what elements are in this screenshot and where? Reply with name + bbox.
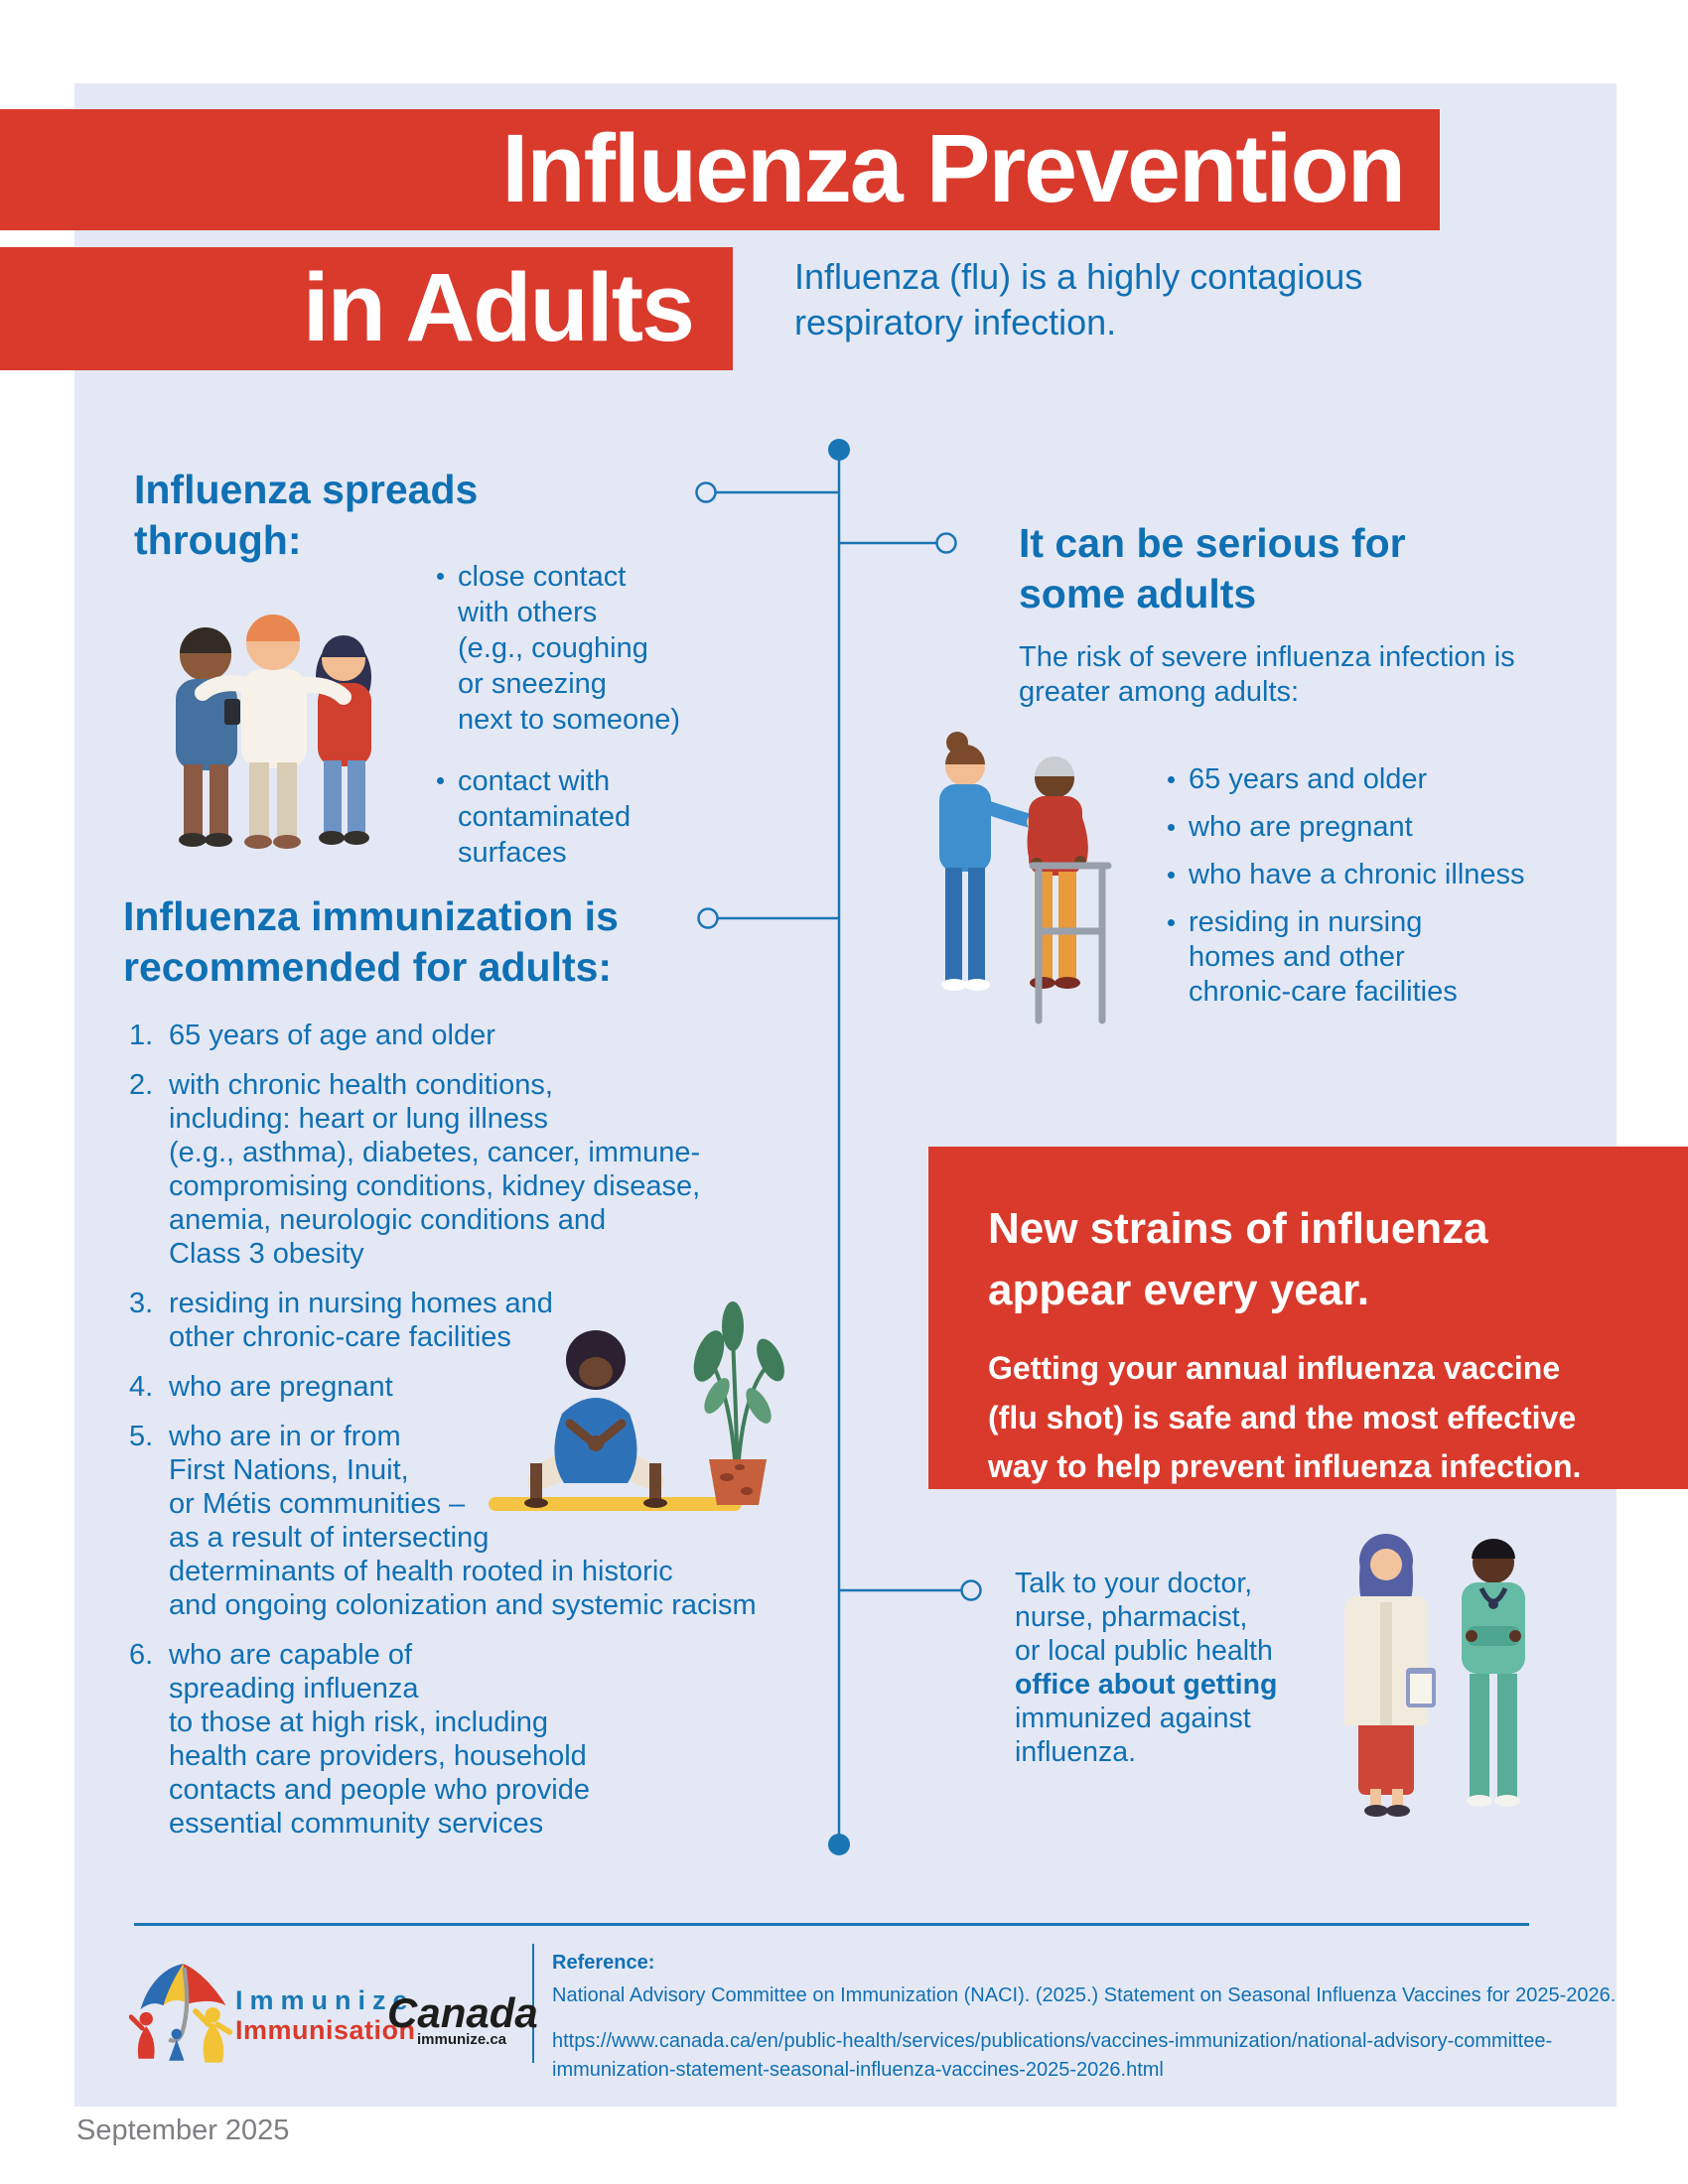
- connector-ring-spreads: [697, 483, 716, 502]
- reference-label: Reference:: [552, 1952, 655, 1974]
- page-subtitle: Influenza (flu) is a highly contagious respiratory infection.: [794, 256, 1363, 343]
- talk-to-doctor-text: [1015, 1567, 1352, 1769]
- reference-citation: National Advisory Committee on Immunization (NACI). (2025.) Statement on Seasonal Influenza Vaccines for 2025-2026.: [552, 1984, 1617, 2006]
- item-text: who are pregnant: [169, 1371, 393, 1403]
- bullet-item: [1168, 810, 1585, 845]
- item-number: 4.: [129, 1371, 154, 1403]
- logo-canada-text: Canada: [387, 1989, 538, 2036]
- bullet-dot-icon: [1168, 776, 1175, 783]
- bullet-text: who have a chronic illness: [1189, 859, 1525, 890]
- two-health-workers-illustration: [1323, 1519, 1566, 1832]
- bullet-dot-icon: [1168, 919, 1175, 926]
- callout-title: New strains of influenza appear every year.: [988, 1204, 1488, 1314]
- item-number: 2.: [129, 1069, 154, 1101]
- bullet-item: [437, 763, 765, 871]
- immunize-canada-logo-icon: [129, 1954, 238, 2068]
- spreads-bullet-list: [437, 559, 765, 896]
- numbered-item: [129, 1068, 814, 1271]
- publication-date: September 2025: [76, 2115, 290, 2146]
- logo-immunisation-text: Immunisation: [235, 2015, 416, 2046]
- numbered-item: [129, 1638, 814, 1841]
- talk-lines-after: immunized against influenza.: [1015, 1703, 1251, 1768]
- reference-url: https://www.canada.ca/en/public-health/services/publications/vaccines-immunization/national-advisory-committee- immunization-statement-seasonal-influenza-vaccines-2025-2026.html: [552, 2030, 1553, 2081]
- footer-rule: [134, 1923, 1529, 1926]
- callout-body: Getting your annual influenza vaccine (flu shot) is safe and the most effective way to help prevent influenza infection.: [988, 1350, 1582, 1485]
- connector-dot-top: [828, 439, 850, 461]
- item-text: 65 years of age and older: [169, 1020, 495, 1051]
- page-title-line2: in Adults: [302, 253, 693, 361]
- item-text: who are capable of spreading influenza to those at high risk, including health care providers, household contacts and people who provide essential community services: [169, 1639, 591, 1840]
- connector-ring-serious: [937, 534, 956, 553]
- serious-intro: The risk of severe influenza infection is greater among adults:: [1019, 641, 1515, 708]
- bullet-text: residing in nursing homes and other chronic-care facilities: [1189, 906, 1458, 1008]
- reference-block: [552, 1952, 1624, 2085]
- connector-dot-bottom: [828, 1834, 850, 1855]
- item-text: residing in nursing homes and other chronic-care facilities: [169, 1288, 553, 1353]
- bullet-dot-icon: [437, 573, 444, 580]
- connector-ring-talk: [962, 1581, 981, 1600]
- bullet-dot-icon: [1168, 872, 1175, 879]
- bullet-item: [1168, 905, 1585, 1010]
- bullet-dot-icon: [1168, 824, 1175, 831]
- bullet-text: contact with contaminated surfaces: [458, 765, 632, 869]
- item-text: with chronic health conditions, including: heart or lung illness (e.g., asthma), diabetes, cancer, immune- compromising conditions, kidney disease, anemia, neurologic conditions and Class 3 obesity: [169, 1069, 701, 1270]
- numbered-item: [129, 1019, 814, 1052]
- talk-bold-line: office about getting: [1015, 1669, 1278, 1701]
- item-number: 6.: [129, 1639, 154, 1671]
- item-text: who are in or from First Nations, Inuit, or Métis communities – as a result of intersecting determinants of health rooted in historic and ongoing colonization and systemic racism: [169, 1421, 757, 1621]
- bullet-item: [1168, 762, 1585, 797]
- title-banner-top: [0, 109, 1440, 230]
- bullet-text: who are pregnant: [1189, 811, 1413, 843]
- three-adults-illustration: [149, 584, 397, 867]
- bullet-item: [437, 559, 765, 738]
- logo-immunize-text: Immunize: [235, 1985, 415, 2015]
- item-number: 5.: [129, 1421, 154, 1452]
- nurse-helping-senior-illustration: [914, 725, 1122, 1062]
- bullet-item: [1168, 858, 1585, 892]
- page-title-line1: Influenza Prevention: [501, 114, 1404, 222]
- bullet-text: 65 years and older: [1189, 763, 1428, 795]
- new-strains-callout: [928, 1147, 1688, 1489]
- spreads-heading: Influenza spreads through:: [134, 467, 479, 564]
- logo-site-text: immunize.ca: [417, 2031, 507, 2048]
- serious-bullet-list: [1168, 762, 1585, 1023]
- bullet-dot-icon: [437, 777, 444, 784]
- recommended-heading: Influenza immunization is recommended for adults:: [123, 893, 619, 991]
- item-number: 3.: [129, 1288, 154, 1319]
- title-banner-bottom: [0, 247, 733, 370]
- pregnant-yoga-illustration: [479, 1265, 801, 1528]
- serious-heading: It can be serious for some adults: [1019, 520, 1406, 617]
- bullet-text: close contact with others (e.g., coughing or sneezing next to someone): [458, 561, 681, 736]
- connector-ring-recommended: [699, 909, 718, 928]
- item-number: 1.: [129, 1020, 154, 1051]
- talk-lines-before: Talk to your doctor, nurse, pharmacist, or local public health: [1015, 1568, 1273, 1667]
